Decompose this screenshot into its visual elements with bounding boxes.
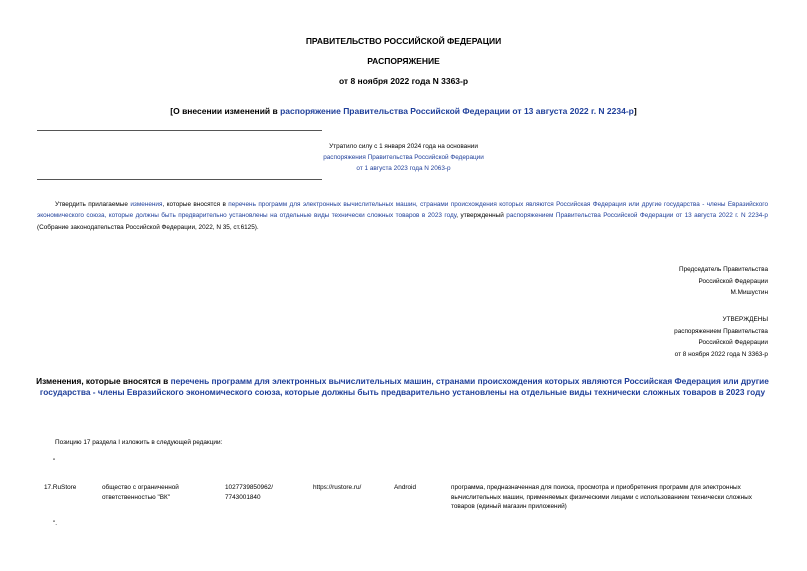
changes-title-list-link[interactable]: перечень программ для электронных вычислительных машин, странами происхождения которых являются Российская Федерация или другие государства - члены Евразийского экономического союза, которые должны быть предварительно установлены на отдельные виды технически сложных товаров в 2023 году — [39, 376, 769, 397]
changes-title — [30, 376, 775, 397]
title-prefix: [О внесении изменений в — [170, 106, 281, 116]
document-date-number: от 8 ноября 2022 года N 3363-р — [338, 76, 469, 86]
changes-title-prefix: Изменения, которые вносятся в — [36, 376, 171, 386]
changes-link[interactable]: изменения — [130, 201, 163, 208]
body-text-3: , утвержденный — [456, 212, 507, 220]
order-2234-link[interactable]: распоряжением Правительства Российской Федерации от 13 августа 2022 г. N 2234-р — [506, 212, 768, 220]
title-suffix: ] — [633, 106, 637, 116]
status-note-text: Утратило силу с 1 января 2024 года на основании — [329, 143, 478, 150]
body-text-1: Утвердить прилагаемые — [55, 201, 131, 208]
document-title — [0, 106, 807, 116]
approved-block — [674, 314, 768, 360]
approved-order: распоряжением Правительства — [674, 327, 768, 335]
program-list-link[interactable]: перечень программ для электронных вычислительных машин, странами происхождения которых являются Российская Федерация или другие государства - члены Евразийского экономического союза, которые должны быть предварительно установлены на отдельные виды технически сложных товаров в 2023 году — [37, 201, 768, 220]
quote-open: " — [53, 458, 56, 465]
body-text-2: , которые вносятся в — [162, 201, 229, 208]
document-type: РАСПОРЯЖЕНИЕ — [367, 56, 440, 66]
approved-heading: УТВЕРЖДЕНЫ — [722, 316, 768, 323]
main-paragraph — [37, 199, 768, 233]
row-url: https://rustore.ru/ — [313, 484, 362, 491]
approved-date-number: от 8 ноября 2022 года N 3363-р — [674, 350, 768, 358]
status-note — [0, 141, 807, 174]
row-owner: общество с ограниченной ответственностью "ВК" — [102, 484, 179, 501]
body-text-4: (Собрание законодательства Российской Федерации, 2022, N 35, ст.6125). — [37, 223, 259, 231]
quote-close: ". — [53, 520, 58, 527]
title-amended-order-link[interactable]: распоряжение Правительства Российской Федерации от 13 августа 2022 г. N 2234-р — [280, 106, 634, 116]
status-note-order-date-link[interactable]: от 1 августа 2023 года N 2063-р — [356, 165, 451, 172]
signature-block — [679, 264, 768, 299]
row-os: Android — [394, 484, 417, 491]
row-description: программа, предназначенная для поиска, просмотра и приобретения программ для электронных вычислительных машин, применяемых физическими лицами с использованием технически сложных товаров (единый магазин приложений) — [451, 484, 752, 510]
signature-country: Российской Федерации — [698, 277, 768, 285]
status-note-order-link[interactable]: распоряжения Правительства Российской Федерации — [323, 154, 484, 161]
signature-position: Председатель Правительства — [679, 266, 768, 273]
row-number-name: 17.RuStore — [44, 484, 77, 491]
divider-bottom — [37, 179, 322, 180]
divider-top — [37, 130, 322, 131]
government-name: ПРАВИТЕЛЬСТВО РОССИЙСКОЙ ФЕДЕРАЦИИ — [305, 36, 502, 46]
position-instruction: Позицию 17 раздела I изложить в следующей редакции: — [55, 439, 223, 446]
row-registration-ids: 1027739850962/ 7743001840 — [225, 484, 273, 501]
approved-country: Российской Федерации — [698, 339, 768, 346]
signature-name: М.Мишустин — [730, 289, 768, 296]
